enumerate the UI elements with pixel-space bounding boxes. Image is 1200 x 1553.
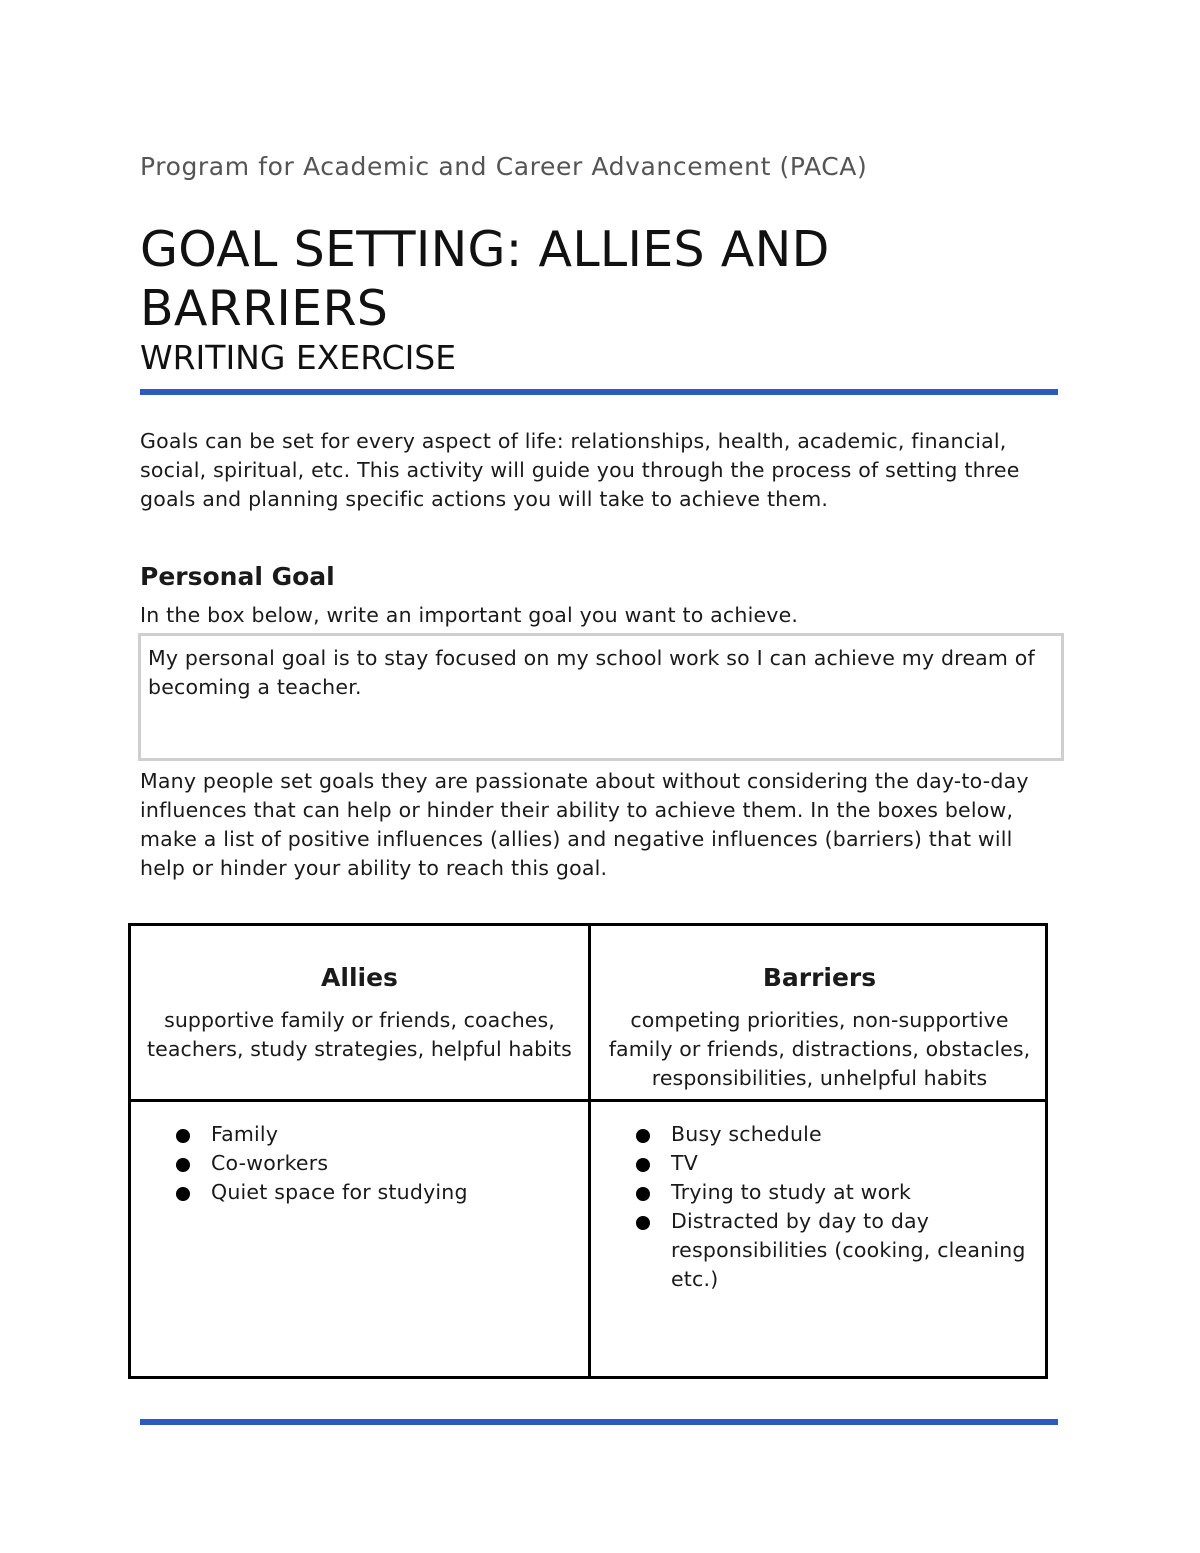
personal-goal-instruction: In the box below, write an important goal you want to achieve. (140, 603, 799, 627)
intro-paragraph: Goals can be set for every aspect of life: relationships, health, academic, financial, social, spiritual, etc. This activity will guide you through the process of setting three goals and planning specific actions you will take to achieve them. (140, 429, 1020, 511)
list-item: Distracted by day to day responsibilities (cooking, cleaning etc.) (636, 1207, 1036, 1294)
list-item: Busy schedule (636, 1120, 1036, 1149)
barriers-list (636, 1120, 1036, 1294)
list-item: TV (636, 1149, 1036, 1178)
personal-goal-heading: Personal Goal (140, 562, 335, 591)
allies-list (176, 1120, 566, 1207)
list-item: Co-workers (176, 1149, 566, 1178)
list-item: Quiet space for studying (176, 1178, 566, 1207)
page-title: GOAL SETTING: ALLIES AND BARRIERS (140, 221, 830, 337)
list-item: Trying to study at work (636, 1178, 1036, 1207)
barriers-list-cell[interactable] (636, 1120, 1036, 1294)
barriers-header-cell (591, 926, 1048, 1099)
allies-description: supportive family or friends, coaches, teachers, study strategies, helpful habits (147, 1008, 572, 1061)
allies-title: Allies (321, 963, 398, 992)
barriers-description: competing priorities, non-supportive family or friends, distractions, obstacles, responsibilities, unhelpful habits (608, 1008, 1031, 1090)
page-subtitle: WRITING EXERCISE (140, 338, 457, 377)
barriers-title: Barriers (762, 963, 877, 992)
allies-header-cell (131, 926, 588, 1099)
personal-goal-answer-box[interactable]: My personal goal is to stay focused on my school work so I can achieve my dream of becoming a teacher. (138, 633, 1064, 761)
influences-paragraph: Many people set goals they are passionate about without considering the day-to-day influences that can help or hinder their ability to achieve them. In the boxes below, make a list of positive influences (allies) and negative influences (barriers) that will help or hinder your ability to reach this goal. (140, 769, 1029, 880)
table-row-divider (131, 1099, 1045, 1102)
bottom-divider (140, 1419, 1058, 1425)
top-divider (140, 389, 1058, 395)
list-item: Family (176, 1120, 566, 1149)
program-name: Program for Academic and Career Advancement (PACA) (140, 152, 868, 181)
allies-list-cell[interactable] (176, 1120, 566, 1207)
allies-barriers-table (128, 923, 1048, 1379)
